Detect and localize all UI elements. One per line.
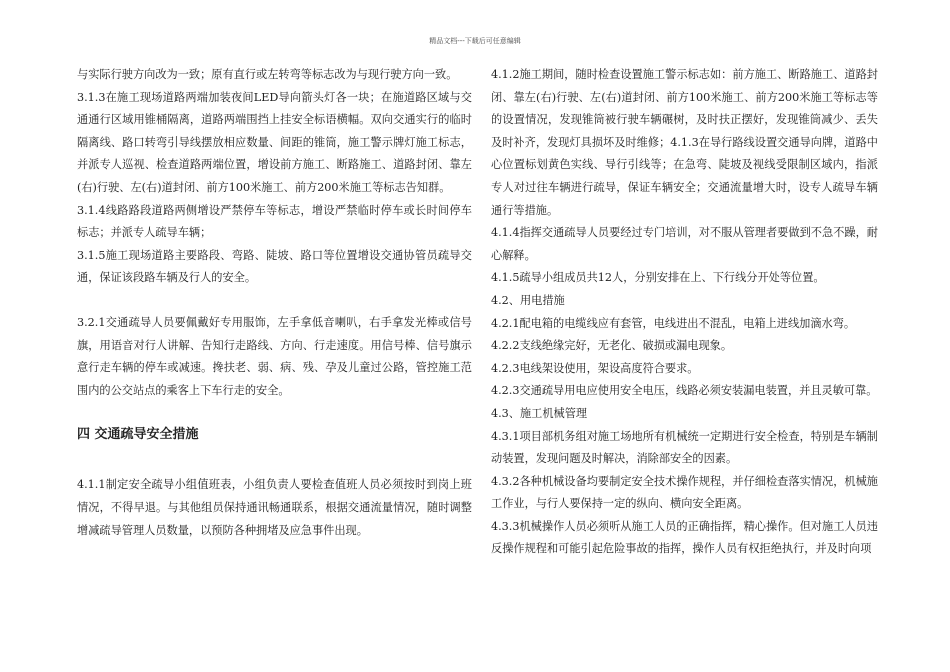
paragraph: 4.1.1制定安全疏导小组值班表，小组负责人要检查值班人员必须按时到岗上班情况，不得早退。与其他组员保持通讯畅通联系，根据交通流量情况，随时调整增减疏导管理人员数量，以预防各种拥堵及应急事件出现。 [77,478,472,537]
paragraph: 4.1.5疏导小组成员共12人，分别安排在上、下行线分开处等位置。 [491,271,825,285]
paragraph: 4.3.3机械操作人员必须听从施工人员的正确指挥，精心操作。但对施工人员违反操作规程和可能引起危险事故的指挥，操作人员有权拒绝执行，并及时向项 [491,519,878,556]
paragraph: 3.1.3在施工现场道路两端加装夜间LED导向箭头灯各一块；在施道路区域与交通通行区域用锥桶隔离，道路两端围挡上挂安全标语横幅。双向交通实行的临时隔离线、路口转弯引导线摆放相应数量、间距的锥筒，施工警示牌灯施工标志，并派专人巡视、检查道路两端位置，增设前方施工、断路施工、道路封闭、靠左(右)行驶、左(右)道封闭、前方100米施工、前方200米施工等标志告知群。 [77,90,472,194]
spacer [77,290,472,312]
paragraph: 4.3.1项目部机务组对施工场地所有机械统一定期进行安全检查，特别是车辆制动装置，发现问题及时解决，消除部安全的因素。 [491,429,878,466]
header-watermark: 精品文档---下载后可任意编辑 [429,37,521,45]
paragraph: 4.2.3交通疏导用电应使用安全电压，线路必须安装漏电装置，并且灵敏可靠。 [491,384,878,398]
paragraph: 4.1.2施工期间，随时检查设置施工警示标志如：前方施工、断路施工、道路封闭、靠左(右)行驶、左(右)道封闭、前方100米施工、前方200米施工等标志等的设置情况，发现锥筒被行驶车辆碾树，及时扶正摆好，发现锥筒减少、丢失及时补齐，发现灯具损坏及时维修；4.1.3在导行路线设置交通导向牌，道路中心位置标划黄色实线、导行引线等；在急弯、陡坡及视线受限制区域内，指派专人对过往车辆进行疏导，保证车辆安全；交通流量增大时，设专人疏导车辆通行等措施。 [491,68,878,217]
right-column [491,64,878,561]
paragraph: 3.1.4线路路段道路两侧增设严禁停车等标志，增设严禁临时停车或长时间停车标志；并派专人疏导车辆； [77,203,472,240]
subsection-title: 4.3、施工机械管理 [491,406,588,420]
paragraph: 4.3.2各种机械设备均要制定安全技术操作规程，并仔细检查落实情况，机械施工作业，与行人要保持一定的纵向、横向安全距离。 [491,474,878,511]
paragraph: 4.1.4指挥交通疏导人员要经过专门培训，对不服从管理者要做到不急不躁，耐心解释。 [491,226,878,262]
subsection-title: 4.2、用电措施 [491,293,565,307]
paragraph: 4.2.1配电箱的电缆线应有套管，电线进出不混乱，电箱上进线加滴水弯。 [491,316,856,330]
spacer [77,402,472,424]
paragraph: 3.2.1交通疏导人员要佩戴好专用服饰，左手拿低音喇叭，右手拿发光棒或信号旗，用语音对行人讲解、告知行走路线、方向、行走速度。用信号棒、信号旗示意行走车辆的停车或减速。搀扶老、弱、病、残、孕及儿童过公路，管控施工范围内的公交站点的乘客上下车行走的安全。 [77,315,472,397]
section-heading: 四 交通疏导安全措施 [77,427,199,443]
paragraph: 3.1.5施工现场道路主要路段、弯路、陡坡、路口等位置增设交通协管员疏导交通，保证该段路车辆及行人的安全。 [77,248,472,285]
paragraph: 4.2.2支线绝缘完好，无老化、破损或漏电现象。 [491,339,733,353]
paragraph: 4.2.3电线架设使用，架设高度符合要求。 [491,361,699,375]
left-column [77,64,472,542]
paragraph: 与实际行驶方向改为一致；原有直行或左转弯等标志改为与现行驶方向一致。 [77,68,458,81]
spacer [77,446,472,474]
